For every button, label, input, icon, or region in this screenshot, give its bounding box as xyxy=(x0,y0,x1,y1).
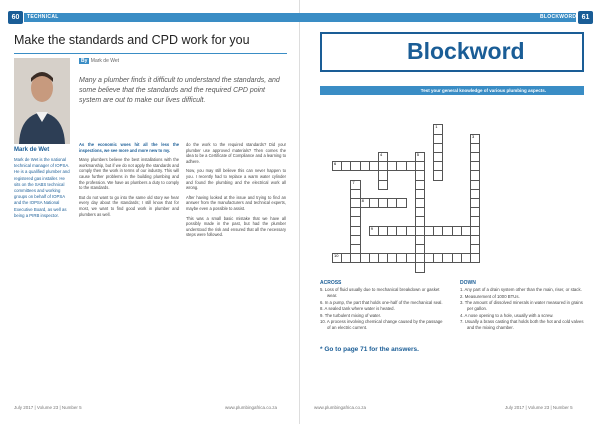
page-number: 61 xyxy=(578,11,593,24)
crossword-cell[interactable] xyxy=(415,216,425,226)
article-column-1 xyxy=(79,142,179,221)
clue-number: 9 xyxy=(370,225,374,231)
crossword-cell[interactable] xyxy=(415,262,425,272)
crossword-cell[interactable] xyxy=(396,198,406,208)
clue-number: 10 xyxy=(334,253,339,259)
clue-number: 7 xyxy=(352,179,355,185)
caption-text: Mark de Wet is the national technical manager of IOPSA. He is a qualified plumber and registered gas installer. He sits on the SABS technical committees and working groups on behalf of IOPSA and the IOPSA National Executive Board, as well as being a PIRB inspector. xyxy=(14,157,70,218)
clue: 8. A sealed tank where water is heated. xyxy=(320,306,395,311)
across-heading: ACROSS xyxy=(320,280,342,286)
down-clues xyxy=(460,287,584,332)
clue-number: 1 xyxy=(435,124,438,130)
crossword-cell[interactable] xyxy=(470,216,480,226)
article-intro: Many a plumber finds it difficult to understand the standards, and some believe that the standards and the required CPD point system are out to make our lives difficult. xyxy=(79,77,280,104)
footer-issue: July 2017 | Volume 23 | Number 5 xyxy=(505,405,573,410)
clue-number: 5 xyxy=(416,152,420,157)
right-page xyxy=(300,0,600,424)
clue-number: 3 xyxy=(472,133,475,139)
author-photo xyxy=(14,58,70,144)
caption-name: Mark de Wet xyxy=(14,147,50,153)
author-portrait-image xyxy=(14,58,70,144)
puzzle-title-box xyxy=(320,32,584,72)
down-heading: DOWN xyxy=(460,280,476,286)
clue-number: 6 xyxy=(334,161,337,167)
paragraph: do the work to the required standards? Did your plumber use approved materials? Then comes the idea to be a Certificate of Compliance and a learning to adhere. xyxy=(186,142,286,164)
paragraph: This was a small basic mistake that we have all possibly made in the past, but had the plumber understood the risk and ensured that all the necessary steps were followed. xyxy=(186,215,286,238)
byline-author: Mark de Wet xyxy=(90,58,120,64)
article-title: Make the standards and CPD work for you xyxy=(14,33,250,47)
clue: 1. Any part of a drain system other than the main, riser, or stack. xyxy=(460,287,582,292)
section-label: BLOCKWORD xyxy=(540,14,577,20)
page-number: 60 xyxy=(8,11,23,24)
answers-note: * Go to page 71 for the answers. xyxy=(320,346,419,353)
clue: 3. The amount of dissolved minerals in water measured in grains per gallon. xyxy=(460,300,583,311)
crossword-cell[interactable] xyxy=(415,152,425,162)
section-label: TECHNICAL xyxy=(27,14,59,20)
clue: 5. Loss of fluid usually due to mechanical breakdown or gasket wear. xyxy=(320,287,440,298)
crossword-cell[interactable] xyxy=(415,244,425,254)
puzzle-subtitle: Test your general knowledge of various plumbing aspects. xyxy=(320,86,584,95)
clue: 2. Measurement of 1000 BTUs. xyxy=(460,293,520,299)
paragraph: But do not want to go into the same old story we hear every day about the standards; I still know that for most, we want to find good work in plumber and plumbers as well. xyxy=(79,194,179,217)
byline-tag: By xyxy=(81,58,88,64)
clue: 6. In a pump, the part that holds one-half of the mechanical seal. xyxy=(320,299,443,305)
footer-issue: July 2017 | Volume 23 | Number 5 xyxy=(14,405,82,410)
footer-url: www.plumbingafrica.co.za xyxy=(225,405,278,410)
clue: 9. The turbulent mixing of water. xyxy=(320,312,382,318)
crossword-cell[interactable] xyxy=(433,170,443,180)
crossword-cell[interactable] xyxy=(470,244,480,254)
puzzle-title: Blockword xyxy=(407,38,525,64)
paragraph: As the economic woes hit all the less the inspections, we see more and more new to my. xyxy=(79,142,179,153)
article-column-2 xyxy=(186,142,286,242)
crossword-cell[interactable] xyxy=(378,180,388,190)
crossword-cell[interactable] xyxy=(378,152,388,162)
title-rule xyxy=(14,53,287,54)
clue-number: 4 xyxy=(380,152,383,157)
across-clues xyxy=(320,287,444,332)
paragraph: After having looked at the issue and trying to find an answer from the manufacturers and technical experts, maybe even a possible to assist. xyxy=(186,194,286,211)
crossword-cell[interactable] xyxy=(470,253,480,263)
paragraph: Now, you may still believe this can never happen to you. I recently had to replace a warm water cylinder and found the plumbing and the electrical work all wrong. xyxy=(186,168,286,191)
footer-url: www.plumbingafrica.co.za xyxy=(314,405,367,410)
clue: 10. A process involving chemical change caused by the passage of an electric current. xyxy=(320,319,443,330)
clue: 7. Usually a brass casting that holds both the hot and cold valves and the mixing chamber. xyxy=(460,319,584,330)
clue: 4. A nose opening to a hole, usually with a screw. xyxy=(460,312,554,318)
paragraph: Many plumbers believe the best installations with the workmanship, but if we do not apply the standards and comply then the work in terms of our industry. This will cause further problems in the building plumbing and the profession. We have as plumbers a duty to comply to the standards. xyxy=(79,157,179,191)
header-bar xyxy=(300,13,576,22)
clue-number: 8 xyxy=(361,198,364,203)
header-bar xyxy=(24,13,300,22)
byline xyxy=(79,58,119,64)
crossword-cell[interactable] xyxy=(350,244,360,254)
